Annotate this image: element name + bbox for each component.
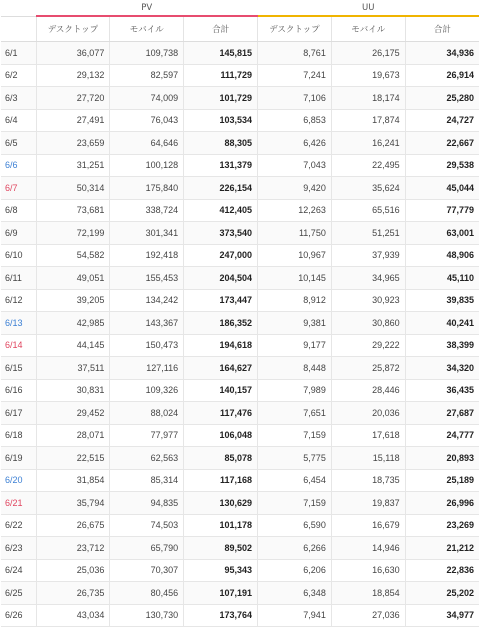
table-row (1, 154, 479, 177)
column-header-pv-mobile[interactable]: モバイル (110, 16, 184, 42)
cell-uu-desktop: 10,145 (258, 267, 332, 290)
cell-uu-mobile: 28,446 (331, 379, 405, 402)
cell-uu-mobile: 29,222 (331, 334, 405, 357)
cell-uu-total: 22,836 (405, 559, 479, 582)
cell-pv-total: 95,343 (184, 559, 258, 582)
cell-uu-mobile: 35,624 (331, 177, 405, 200)
cell-uu-desktop: 8,912 (258, 289, 332, 312)
cell-pv-total: 164,627 (184, 357, 258, 380)
table-row (1, 199, 479, 222)
cell-pv-desktop: 72,199 (36, 222, 110, 245)
cell-pv-total: 226,154 (184, 177, 258, 200)
table-row (1, 559, 479, 582)
table-row (1, 312, 479, 335)
cell-uu-mobile: 51,251 (331, 222, 405, 245)
cell-pv-total: 85,078 (184, 447, 258, 470)
cell-pv-total: 103,534 (184, 109, 258, 132)
row-date: 6/13 (1, 312, 36, 335)
header-date-spacer (1, 0, 36, 16)
cell-uu-total: 45,044 (405, 177, 479, 200)
cell-uu-mobile: 27,036 (331, 604, 405, 627)
column-header-uu-total[interactable]: 合計 (405, 16, 479, 42)
cell-pv-desktop: 28,071 (36, 424, 110, 447)
cell-pv-desktop: 43,034 (36, 604, 110, 627)
cell-uu-desktop: 6,590 (258, 514, 332, 537)
cell-pv-mobile: 70,307 (110, 559, 184, 582)
cell-pv-mobile: 88,024 (110, 402, 184, 425)
cell-pv-total: 89,502 (184, 537, 258, 560)
cell-uu-desktop: 7,989 (258, 379, 332, 402)
cell-pv-total: 140,157 (184, 379, 258, 402)
row-date: 6/18 (1, 424, 36, 447)
cell-pv-total: 194,618 (184, 334, 258, 357)
cell-pv-desktop: 37,511 (36, 357, 110, 380)
cell-uu-desktop: 7,043 (258, 154, 332, 177)
table-row (1, 222, 479, 245)
cell-pv-mobile: 150,473 (110, 334, 184, 357)
table-body (1, 42, 479, 627)
row-date: 6/3 (1, 87, 36, 110)
cell-uu-total: 26,996 (405, 492, 479, 515)
row-date: 6/14 (1, 334, 36, 357)
table-row (1, 64, 479, 87)
row-date: 6/19 (1, 447, 36, 470)
table-row (1, 42, 479, 65)
cell-pv-desktop: 54,582 (36, 244, 110, 267)
cell-uu-mobile: 25,872 (331, 357, 405, 380)
daily-stats-table (1, 0, 479, 627)
cell-pv-mobile: 62,563 (110, 447, 184, 470)
cell-pv-desktop: 50,314 (36, 177, 110, 200)
cell-uu-desktop: 6,348 (258, 582, 332, 605)
cell-pv-desktop: 73,681 (36, 199, 110, 222)
cell-pv-desktop: 23,659 (36, 132, 110, 155)
cell-pv-desktop: 36,077 (36, 42, 110, 65)
cell-pv-total: 117,476 (184, 402, 258, 425)
row-date: 6/23 (1, 537, 36, 560)
cell-uu-total: 38,399 (405, 334, 479, 357)
cell-uu-total: 24,727 (405, 109, 479, 132)
cell-uu-mobile: 37,939 (331, 244, 405, 267)
cell-pv-desktop: 49,051 (36, 267, 110, 290)
cell-pv-total: 186,352 (184, 312, 258, 335)
cell-pv-total: 130,629 (184, 492, 258, 515)
row-date: 6/17 (1, 402, 36, 425)
cell-uu-total: 34,977 (405, 604, 479, 627)
row-date: 6/16 (1, 379, 36, 402)
header-date (1, 16, 36, 42)
table-row (1, 289, 479, 312)
cell-uu-mobile: 34,965 (331, 267, 405, 290)
row-date: 6/4 (1, 109, 36, 132)
cell-pv-mobile: 301,341 (110, 222, 184, 245)
cell-uu-desktop: 10,967 (258, 244, 332, 267)
cell-uu-mobile: 19,673 (331, 64, 405, 87)
cell-uu-desktop: 6,266 (258, 537, 332, 560)
cell-uu-desktop: 7,159 (258, 492, 332, 515)
cell-pv-mobile: 134,242 (110, 289, 184, 312)
cell-uu-mobile: 16,241 (331, 132, 405, 155)
cell-pv-total: 88,305 (184, 132, 258, 155)
table-row (1, 177, 479, 200)
row-date: 6/2 (1, 64, 36, 87)
cell-uu-desktop: 8,761 (258, 42, 332, 65)
table-row (1, 379, 479, 402)
cell-uu-total: 27,687 (405, 402, 479, 425)
cell-uu-total: 45,110 (405, 267, 479, 290)
cell-pv-desktop: 31,854 (36, 469, 110, 492)
table-row (1, 604, 479, 627)
cell-pv-desktop: 27,491 (36, 109, 110, 132)
row-date: 6/26 (1, 604, 36, 627)
cell-uu-total: 77,779 (405, 199, 479, 222)
row-date: 6/22 (1, 514, 36, 537)
cell-pv-total: 111,729 (184, 64, 258, 87)
cell-uu-mobile: 18,174 (331, 87, 405, 110)
cell-pv-mobile: 175,840 (110, 177, 184, 200)
cell-uu-desktop: 6,853 (258, 109, 332, 132)
cell-uu-mobile: 20,036 (331, 402, 405, 425)
cell-uu-desktop: 7,651 (258, 402, 332, 425)
cell-uu-mobile: 17,618 (331, 424, 405, 447)
cell-uu-total: 23,269 (405, 514, 479, 537)
cell-uu-mobile: 18,854 (331, 582, 405, 605)
cell-uu-desktop: 8,448 (258, 357, 332, 380)
cell-uu-total: 25,280 (405, 87, 479, 110)
cell-uu-desktop: 9,177 (258, 334, 332, 357)
cell-uu-desktop: 9,381 (258, 312, 332, 335)
table-row (1, 447, 479, 470)
cell-uu-mobile: 15,118 (331, 447, 405, 470)
cell-pv-desktop: 26,675 (36, 514, 110, 537)
cell-uu-mobile: 19,837 (331, 492, 405, 515)
cell-uu-total: 34,936 (405, 42, 479, 65)
cell-uu-desktop: 7,106 (258, 87, 332, 110)
cell-pv-desktop: 22,515 (36, 447, 110, 470)
column-header-uu-mobile[interactable]: モバイル (331, 16, 405, 42)
cell-pv-desktop: 44,145 (36, 334, 110, 357)
cell-pv-desktop: 31,251 (36, 154, 110, 177)
cell-uu-mobile: 16,679 (331, 514, 405, 537)
cell-uu-total: 39,835 (405, 289, 479, 312)
cell-uu-total: 20,893 (405, 447, 479, 470)
cell-uu-mobile: 17,874 (331, 109, 405, 132)
table-header (1, 0, 479, 42)
cell-uu-total: 63,001 (405, 222, 479, 245)
row-date: 6/5 (1, 132, 36, 155)
cell-pv-mobile: 192,418 (110, 244, 184, 267)
cell-uu-mobile: 16,630 (331, 559, 405, 582)
table-row (1, 469, 479, 492)
cell-pv-total: 101,729 (184, 87, 258, 110)
cell-pv-mobile: 65,790 (110, 537, 184, 560)
cell-pv-desktop: 26,735 (36, 582, 110, 605)
row-date: 6/15 (1, 357, 36, 380)
group-header-uu: UU (258, 0, 480, 16)
cell-uu-desktop: 5,775 (258, 447, 332, 470)
cell-pv-total: 247,000 (184, 244, 258, 267)
cell-pv-mobile: 127,116 (110, 357, 184, 380)
cell-uu-desktop: 7,159 (258, 424, 332, 447)
cell-pv-mobile: 82,597 (110, 64, 184, 87)
cell-uu-total: 21,212 (405, 537, 479, 560)
row-date: 6/6 (1, 154, 36, 177)
cell-pv-desktop: 42,985 (36, 312, 110, 335)
cell-uu-total: 36,435 (405, 379, 479, 402)
cell-uu-mobile: 30,923 (331, 289, 405, 312)
cell-pv-mobile: 64,646 (110, 132, 184, 155)
table-row (1, 109, 479, 132)
row-date: 6/10 (1, 244, 36, 267)
cell-uu-desktop: 6,426 (258, 132, 332, 155)
table-row (1, 267, 479, 290)
cell-pv-desktop: 25,036 (36, 559, 110, 582)
cell-pv-mobile: 109,738 (110, 42, 184, 65)
cell-uu-desktop: 7,941 (258, 604, 332, 627)
cell-pv-mobile: 100,128 (110, 154, 184, 177)
cell-pv-total: 173,764 (184, 604, 258, 627)
cell-pv-total: 117,168 (184, 469, 258, 492)
cell-pv-total: 107,191 (184, 582, 258, 605)
column-header-pv-desktop[interactable]: デスクトップ (36, 16, 110, 42)
column-header-pv-total[interactable]: 合計 (184, 16, 258, 42)
cell-pv-mobile: 143,367 (110, 312, 184, 335)
table-row (1, 537, 479, 560)
row-date: 6/20 (1, 469, 36, 492)
cell-pv-desktop: 29,132 (36, 64, 110, 87)
group-header-pv: PV (36, 0, 258, 16)
table-row (1, 402, 479, 425)
cell-pv-total: 412,405 (184, 199, 258, 222)
table-row (1, 492, 479, 515)
cell-pv-total: 131,379 (184, 154, 258, 177)
table-row (1, 244, 479, 267)
table-row (1, 87, 479, 110)
cell-uu-mobile: 30,860 (331, 312, 405, 335)
row-date: 6/21 (1, 492, 36, 515)
cell-pv-mobile: 85,314 (110, 469, 184, 492)
cell-uu-mobile: 65,516 (331, 199, 405, 222)
row-date: 6/25 (1, 582, 36, 605)
cell-uu-mobile: 22,495 (331, 154, 405, 177)
cell-pv-mobile: 74,009 (110, 87, 184, 110)
cell-uu-desktop: 6,206 (258, 559, 332, 582)
cell-uu-mobile: 26,175 (331, 42, 405, 65)
cell-pv-total: 145,815 (184, 42, 258, 65)
row-date: 6/9 (1, 222, 36, 245)
table-row (1, 424, 479, 447)
table-row (1, 582, 479, 605)
cell-uu-mobile: 14,946 (331, 537, 405, 560)
cell-pv-desktop: 35,794 (36, 492, 110, 515)
cell-uu-total: 24,777 (405, 424, 479, 447)
cell-uu-total: 22,667 (405, 132, 479, 155)
cell-uu-desktop: 12,263 (258, 199, 332, 222)
row-date: 6/8 (1, 199, 36, 222)
cell-uu-total: 29,538 (405, 154, 479, 177)
cell-uu-total: 34,320 (405, 357, 479, 380)
cell-uu-total: 48,906 (405, 244, 479, 267)
cell-pv-desktop: 30,831 (36, 379, 110, 402)
cell-pv-desktop: 39,205 (36, 289, 110, 312)
row-date: 6/1 (1, 42, 36, 65)
cell-pv-total: 204,504 (184, 267, 258, 290)
table-row (1, 334, 479, 357)
cell-pv-mobile: 130,730 (110, 604, 184, 627)
cell-pv-mobile: 94,835 (110, 492, 184, 515)
cell-uu-mobile: 18,735 (331, 469, 405, 492)
cell-pv-mobile: 109,326 (110, 379, 184, 402)
cell-uu-total: 25,202 (405, 582, 479, 605)
cell-uu-total: 25,189 (405, 469, 479, 492)
cell-pv-desktop: 29,452 (36, 402, 110, 425)
cell-pv-total: 101,178 (184, 514, 258, 537)
cell-uu-desktop: 7,241 (258, 64, 332, 87)
cell-pv-mobile: 80,456 (110, 582, 184, 605)
cell-pv-desktop: 27,720 (36, 87, 110, 110)
cell-uu-desktop: 11,750 (258, 222, 332, 245)
cell-pv-mobile: 76,043 (110, 109, 184, 132)
cell-pv-mobile: 155,453 (110, 267, 184, 290)
row-date: 6/24 (1, 559, 36, 582)
row-date: 6/11 (1, 267, 36, 290)
cell-pv-desktop: 23,712 (36, 537, 110, 560)
cell-uu-total: 26,914 (405, 64, 479, 87)
row-date: 6/12 (1, 289, 36, 312)
cell-pv-mobile: 77,977 (110, 424, 184, 447)
cell-pv-total: 373,540 (184, 222, 258, 245)
table-row (1, 132, 479, 155)
row-date: 6/7 (1, 177, 36, 200)
cell-pv-total: 106,048 (184, 424, 258, 447)
table-row (1, 357, 479, 380)
cell-pv-mobile: 338,724 (110, 199, 184, 222)
cell-uu-desktop: 6,454 (258, 469, 332, 492)
cell-uu-desktop: 9,420 (258, 177, 332, 200)
column-header-uu-desktop[interactable]: デスクトップ (258, 16, 332, 42)
cell-pv-total: 173,447 (184, 289, 258, 312)
table-row (1, 514, 479, 537)
cell-uu-total: 40,241 (405, 312, 479, 335)
cell-pv-mobile: 74,503 (110, 514, 184, 537)
